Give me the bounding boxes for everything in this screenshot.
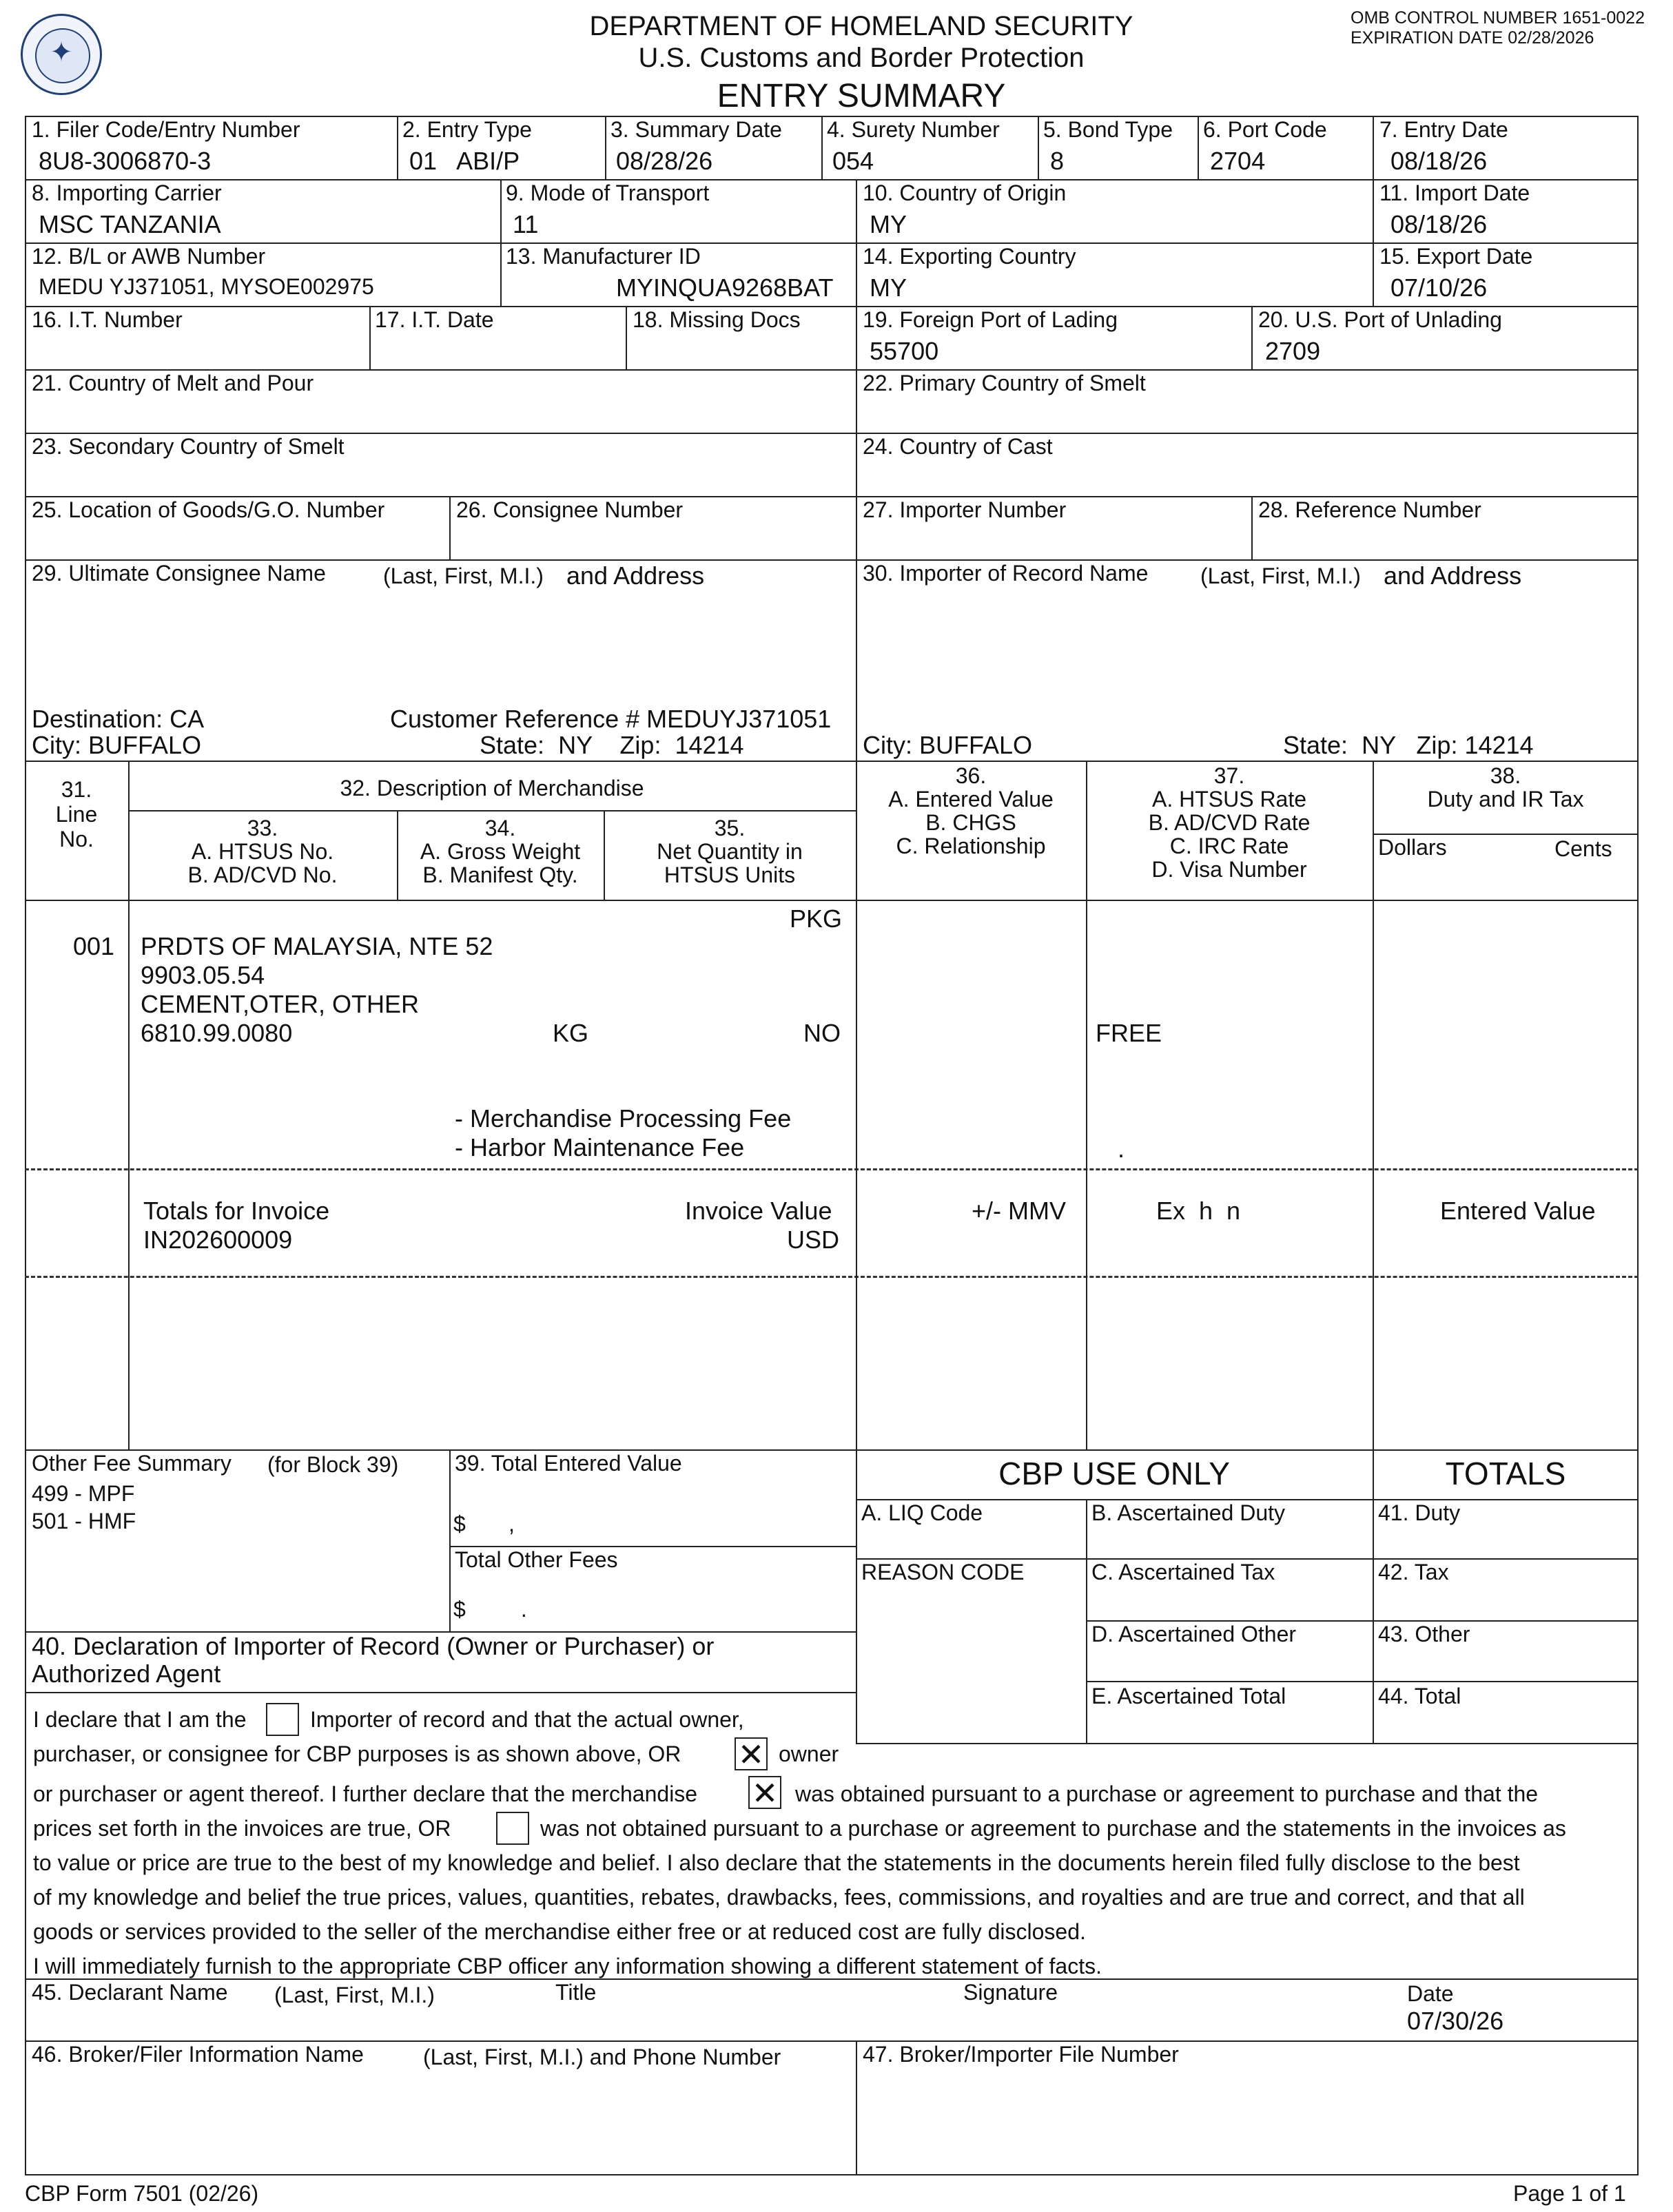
mmv-label: +/- MMV bbox=[972, 1197, 1067, 1225]
manufacturer-id-label: 13. Manufacturer ID bbox=[506, 244, 701, 269]
grand-total-label: 44. Total bbox=[1378, 1684, 1461, 1708]
missing-docs-label: 18. Missing Docs bbox=[633, 307, 801, 332]
manufacturer-id-value: MYINQUA9268BAT bbox=[616, 273, 834, 302]
invoice-currency: USD bbox=[787, 1226, 840, 1254]
declaration-text-8: I will immediately furnish to the appropriate CBP officer any information showing a different statement of facts. bbox=[33, 1954, 1102, 1978]
col32-header: 32. Description of Merchandise bbox=[340, 776, 644, 800]
exporting-country-label: 14. Exporting Country bbox=[863, 244, 1076, 269]
consignee-state-zip: State: NY Zip: 14214 bbox=[480, 731, 744, 759]
frame-right bbox=[1637, 116, 1639, 2175]
col36-header-3: B. CHGS bbox=[925, 810, 1016, 835]
no-purchase-agreement-checkbox[interactable] bbox=[496, 1812, 529, 1845]
ultimate-consignee-address-label: and Address bbox=[566, 561, 705, 590]
col33-header-1: 33. bbox=[247, 816, 278, 840]
melt-pour-label: 21. Country of Melt and Pour bbox=[32, 371, 314, 395]
line-item-pkg: PKG bbox=[790, 905, 843, 933]
total-other-fees-amount: $ . bbox=[453, 1597, 527, 1622]
summary-date-value: 08/28/26 bbox=[616, 147, 713, 175]
declaration-text-2a: purchaser, or consignee for CBP purposes is as shown above, OR bbox=[33, 1741, 681, 1766]
reference-number-label: 28. Reference Number bbox=[1258, 497, 1481, 522]
agency-title: DEPARTMENT OF HOMELAND SECURITY bbox=[589, 11, 1133, 41]
reason-code-label: REASON CODE bbox=[861, 1560, 1025, 1584]
entered-value-label: Entered Value bbox=[1440, 1197, 1596, 1225]
declarant-signature-label: Signature bbox=[963, 1980, 1058, 2005]
importing-carrier-value: MSC TANZANIA bbox=[39, 210, 221, 238]
filer-code-label: 1. Filer Code/Entry Number bbox=[32, 117, 300, 142]
mode-of-transport-value: 11 bbox=[513, 210, 539, 238]
declarant-title-label: Title bbox=[555, 1980, 597, 2005]
line-item-htsus: 6810.99.0080 bbox=[141, 1019, 293, 1047]
bond-type-value: 8 bbox=[1050, 147, 1065, 175]
totals-for-invoice-label: Totals for Invoice bbox=[143, 1197, 330, 1225]
invoice-number: IN202600009 bbox=[143, 1226, 293, 1254]
merchandise-processing-fee: - Merchandise Processing Fee bbox=[455, 1104, 792, 1133]
secondary-smelt-label: 23. Secondary Country of Smelt bbox=[32, 434, 345, 459]
importing-carrier-label: 8. Importing Carrier bbox=[32, 180, 222, 205]
broker-file-number-label: 47. Broker/Importer File Number bbox=[863, 2042, 1179, 2067]
other-total-label: 43. Other bbox=[1378, 1622, 1470, 1646]
frame-left bbox=[25, 116, 26, 2175]
col36-header-4: C. Relationship bbox=[896, 834, 1046, 858]
for-block-39-label: (for Block 39) bbox=[267, 1452, 399, 1477]
import-date-value: 08/18/26 bbox=[1390, 210, 1488, 238]
cents-label: Cents bbox=[1554, 836, 1612, 861]
port-code-label: 6. Port Code bbox=[1203, 117, 1327, 142]
declaration-text-7: goods or services provided to the seller of the merchandise either free or at reduced cost are fully disclosed. bbox=[33, 1919, 1086, 1944]
declaration-title-1: 40. Declaration of Importer of Record (Owner or Purchaser) or bbox=[32, 1632, 715, 1660]
col34-header-1: 34. bbox=[484, 816, 516, 840]
col34-header-2: A. Gross Weight bbox=[420, 839, 581, 864]
port-code-value: 2704 bbox=[1210, 147, 1266, 175]
filer-code-value: 8U8-3006870-3 bbox=[39, 147, 212, 175]
line-item-rate: FREE bbox=[1096, 1019, 1162, 1047]
total-entered-value-amount: $ , bbox=[453, 1511, 515, 1536]
importer-of-record-address-label: and Address bbox=[1384, 561, 1522, 590]
destination: Destination: CA bbox=[32, 705, 205, 733]
surety-number-value: 054 bbox=[832, 147, 874, 175]
col37-header-2: A. HTSUS Rate bbox=[1151, 787, 1307, 812]
ascertained-duty-label: B. Ascertained Duty bbox=[1091, 1500, 1286, 1525]
entry-date-value: 08/18/26 bbox=[1390, 147, 1488, 175]
country-of-origin-value: MY bbox=[870, 210, 907, 238]
exchange-label: Ex h n bbox=[1156, 1197, 1241, 1225]
declarant-name-label: 45. Declarant Name bbox=[32, 1980, 228, 2005]
ascertained-tax-label: C. Ascertained Tax bbox=[1091, 1560, 1275, 1584]
hmf-fee-code: 501 - HMF bbox=[32, 1509, 136, 1533]
mpf-fee-code: 499 - MPF bbox=[32, 1481, 135, 1506]
form-title: ENTRY SUMMARY bbox=[717, 78, 1006, 114]
tax-total-label: 42. Tax bbox=[1378, 1560, 1449, 1584]
col35-header-2: Net Quantity in bbox=[657, 839, 803, 864]
bl-awb-label: 12. B/L or AWB Number bbox=[32, 244, 266, 269]
declaration-text-4b: was not obtained pursuant to a purchase or agreement to purchase and the statements in the invoices as bbox=[540, 1816, 1566, 1841]
location-of-goods-label: 25. Location of Goods/G.O. Number bbox=[32, 497, 385, 522]
form-number: CBP Form 7501 (02/26) bbox=[25, 2181, 259, 2206]
sub-agency-title: U.S. Customs and Border Protection bbox=[638, 43, 1085, 73]
line-item-desc-1: PRDTS OF MALAYSIA, NTE 52 bbox=[141, 932, 493, 960]
purchase-agreement-checkbox[interactable]: ✕ bbox=[748, 1776, 781, 1809]
line-item-unit-no: NO bbox=[803, 1019, 841, 1047]
ultimate-consignee-sub: (Last, First, M.I.) bbox=[383, 564, 544, 588]
declaration-text-3a: or purchaser or agent thereof. I further declare that the merchandise bbox=[33, 1781, 698, 1806]
foreign-port-value: 55700 bbox=[870, 337, 939, 365]
col35-header-3: HTSUS Units bbox=[664, 862, 796, 887]
entry-date-label: 7. Entry Date bbox=[1379, 117, 1508, 142]
cbp-seal-icon: ✦ bbox=[21, 14, 102, 95]
importer-city: City: BUFFALO bbox=[863, 731, 1033, 759]
broker-filer-label: 46. Broker/Filer Information Name bbox=[32, 2042, 364, 2067]
col37-header-4: C. IRC Rate bbox=[1169, 834, 1289, 858]
declarant-name-sub: (Last, First, M.I.) bbox=[274, 1983, 435, 2007]
consignee-number-label: 26. Consignee Number bbox=[456, 497, 684, 522]
country-of-origin-label: 10. Country of Origin bbox=[863, 180, 1067, 205]
declaration-text-4a: prices set forth in the invoices are true, OR bbox=[33, 1816, 451, 1841]
primary-smelt-label: 22. Primary Country of Smelt bbox=[863, 371, 1146, 395]
owner-checkbox[interactable]: ✕ bbox=[735, 1737, 768, 1770]
page-number: Page 1 of 1 bbox=[1513, 2181, 1626, 2206]
declaration-text-2b: owner bbox=[779, 1741, 839, 1766]
col31-header-2: Line bbox=[55, 802, 98, 827]
summary-date-label: 3. Summary Date bbox=[610, 117, 782, 142]
other-fee-summary-label: Other Fee Summary bbox=[32, 1451, 232, 1476]
customer-reference: Customer Reference # MEDUYJ371051 bbox=[390, 705, 832, 733]
invoice-value-label: Invoice Value bbox=[685, 1197, 832, 1225]
total-entered-value-label: 39. Total Entered Value bbox=[455, 1451, 682, 1476]
bond-type-label: 5. Bond Type bbox=[1043, 117, 1173, 142]
it-date-label: 17. I.T. Date bbox=[375, 307, 494, 332]
broker-filer-sub: (Last, First, M.I.) and Phone Number bbox=[423, 2045, 781, 2069]
bl-awb-value: MEDU YJ371051, MYSOE002975 bbox=[39, 274, 374, 299]
declaration-date-label: Date bbox=[1407, 1981, 1454, 2006]
line-item-desc-2: 9903.05.54 bbox=[141, 961, 265, 989]
line-item-desc-3: CEMENT,OTER, OTHER bbox=[141, 990, 420, 1018]
entry-type-value: 01 ABI/P bbox=[409, 147, 520, 175]
foreign-port-label: 19. Foreign Port of Lading bbox=[863, 307, 1118, 332]
exporting-country-value: MY bbox=[870, 273, 907, 302]
export-date-value: 07/10/26 bbox=[1390, 273, 1488, 302]
ultimate-consignee-label: 29. Ultimate Consignee Name bbox=[32, 561, 326, 586]
country-of-cast-label: 24. Country of Cast bbox=[863, 434, 1053, 459]
ascertained-other-label: D. Ascertained Other bbox=[1091, 1622, 1297, 1646]
totals-heading: TOTALS bbox=[1445, 1456, 1566, 1491]
col34-header-3: B. Manifest Qty. bbox=[422, 862, 578, 887]
col36-header-2: A. Entered Value bbox=[888, 787, 1054, 812]
cbp-use-only-heading: CBP USE ONLY bbox=[998, 1456, 1230, 1491]
declaration-text-3b: was obtained pursuant to a purchase or agreement to purchase and that the bbox=[795, 1781, 1539, 1806]
expiration-date: EXPIRATION DATE 02/28/2026 bbox=[1351, 28, 1594, 48]
line-number: 001 bbox=[73, 932, 115, 960]
declaration-text-6: of my knowledge and belief the true prices, values, quantities, rebates, drawbacks, fees, commissions, and royalties and are true and correct, and that all bbox=[33, 1885, 1525, 1910]
dollars-label: Dollars bbox=[1378, 835, 1447, 860]
surety-number-label: 4. Surety Number bbox=[827, 117, 1000, 142]
declaration-text-5: to value or price are true to the best of my knowledge and belief. I also declare that the statements in the documents herein filed fully disclose to the best bbox=[33, 1850, 1520, 1875]
col33-header-3: B. AD/CVD No. bbox=[187, 862, 338, 887]
importer-number-label: 27. Importer Number bbox=[863, 497, 1067, 522]
declaration-date-value: 07/30/26 bbox=[1407, 2007, 1504, 2035]
col36-header-1: 36. bbox=[955, 763, 987, 788]
importer-of-record-sub: (Last, First, M.I.) bbox=[1200, 564, 1361, 588]
omb-number: OMB CONTROL NUMBER 1651-0022 bbox=[1351, 8, 1645, 28]
us-port-label: 20. U.S. Port of Unlading bbox=[1258, 307, 1502, 332]
importer-state-zip: State: NY Zip: 14214 bbox=[1283, 731, 1534, 759]
line-item-unit-kg: KG bbox=[553, 1019, 589, 1047]
harbor-maintenance-fee: - Harbor Maintenance Fee bbox=[455, 1133, 745, 1161]
export-date-label: 15. Export Date bbox=[1379, 244, 1533, 269]
mode-of-transport-label: 9. Mode of Transport bbox=[506, 180, 710, 205]
it-number-label: 16. I.T. Number bbox=[32, 307, 183, 332]
fee-dot: . bbox=[1118, 1135, 1125, 1163]
declaration-title-2: Authorized Agent bbox=[32, 1660, 221, 1688]
consignee-city: City: BUFFALO bbox=[32, 731, 202, 759]
col37-header-5: D. Visa Number bbox=[1151, 857, 1307, 882]
declaration-text-1a: I declare that I am the bbox=[33, 1707, 247, 1732]
col38-header-2: Duty and IR Tax bbox=[1427, 787, 1584, 812]
declaration-text-1b: Importer of record and that the actual owner, bbox=[310, 1707, 744, 1732]
total-other-fees-label: Total Other Fees bbox=[455, 1547, 618, 1572]
col33-header-2: A. HTSUS No. bbox=[191, 839, 334, 864]
importer-of-record-checkbox[interactable] bbox=[266, 1703, 299, 1736]
us-port-value: 2709 bbox=[1265, 337, 1321, 365]
col31-header-1: 31. bbox=[61, 777, 92, 802]
col31-header-3: No. bbox=[59, 827, 94, 851]
col37-header-1: 37. bbox=[1213, 763, 1245, 788]
entry-type-label: 2. Entry Type bbox=[402, 117, 532, 142]
ascertained-total-label: E. Ascertained Total bbox=[1091, 1684, 1286, 1708]
duty-total-label: 41. Duty bbox=[1378, 1500, 1461, 1525]
col38-header-1: 38. bbox=[1490, 763, 1521, 788]
importer-of-record-label: 30. Importer of Record Name bbox=[863, 561, 1149, 586]
col35-header-1: 35. bbox=[714, 816, 746, 840]
col37-header-3: B. AD/CVD Rate bbox=[1148, 810, 1311, 835]
import-date-label: 11. Import Date bbox=[1379, 180, 1530, 205]
liq-code-label: A. LIQ Code bbox=[861, 1500, 983, 1525]
